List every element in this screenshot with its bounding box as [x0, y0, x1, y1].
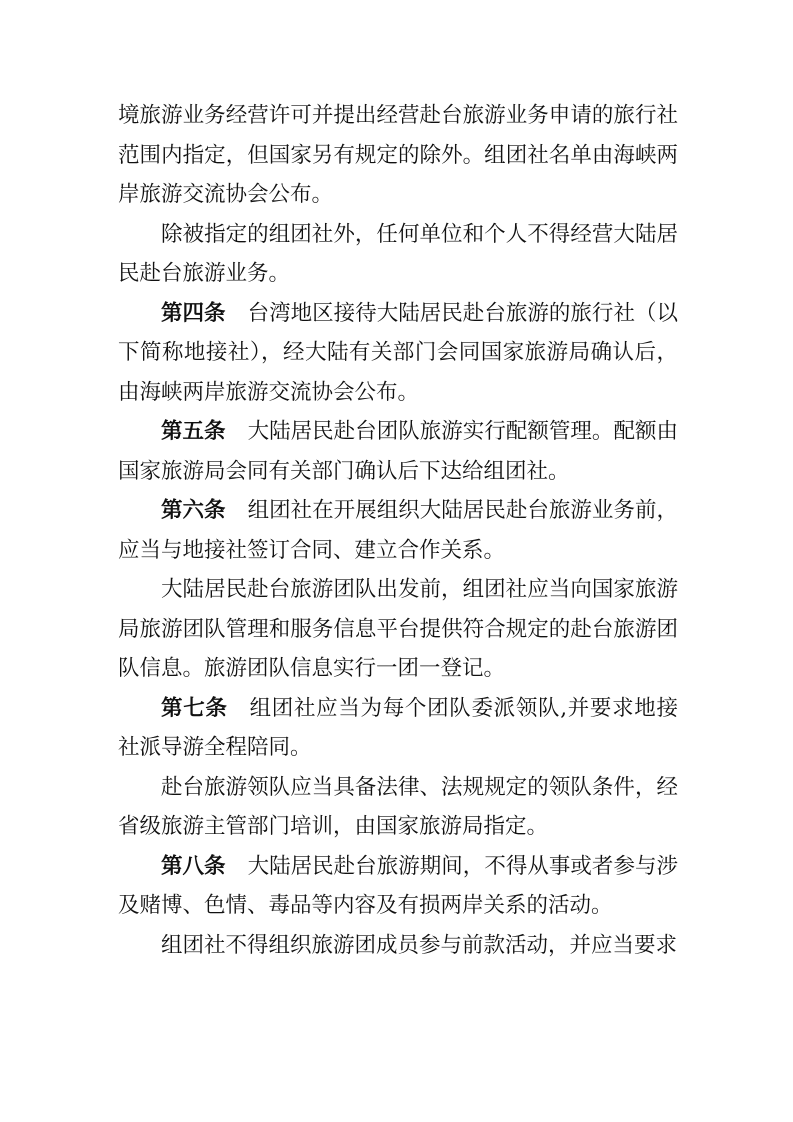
paragraph-text: 大陆居民赴台旅游团队出发前，组团社应当向国家旅游局旅游团队管理和服务信息平台提供符合规定的赴台旅游团队信息。旅游团队信息实行一团一登记。: [118, 577, 678, 681]
article-label: 第七条: [161, 695, 228, 721]
paragraph: [118, 768, 678, 847]
paragraph: [118, 926, 678, 966]
article-4: [118, 294, 678, 413]
paragraph-text: 组团社应当为每个团队委派领队,并要求地接社派导游全程陪同。: [118, 695, 678, 760]
paragraph-text: 大陆居民赴台团队旅游实行配额管理。配额由国家旅游局会同有关部门确认后下达给组团社。: [118, 419, 678, 484]
paragraph-text: 大陆居民赴台旅游期间，不得从事或者参与涉及赌博、色情、毒品等内容及有损两岸关系的活动。: [118, 853, 678, 918]
paragraph-continuation: [118, 96, 678, 215]
paragraph-text: 境旅游业务经营许可并提出经营赴台旅游业务申请的旅行社范围内指定，但国家另有规定的除外。组团社名单由海峡两岸旅游交流协会公布。: [118, 103, 678, 207]
paragraph-text: 赴台旅游领队应当具备法律、法规规定的领队条件，经省级旅游主管部门培训，由国家旅游局指定。: [118, 774, 678, 839]
article-6: [118, 491, 678, 570]
article-label: 第六条: [161, 498, 226, 523]
paragraph-text: 组团社不得组织旅游团成员参与前款活动，并应当要求: [161, 932, 678, 958]
article-label: 第八条: [161, 853, 226, 879]
paragraph-text: 除被指定的组团社外，任何单位和个人不得经营大陆居民赴台旅游业务。: [118, 221, 678, 286]
article-label: 第五条: [161, 419, 226, 444]
paragraph-text: 组团社在开展组织大陆居民赴台旅游业务前，应当与地接社签订合同、建立合作关系。: [118, 498, 678, 563]
paragraph: [118, 570, 678, 689]
document-body: [118, 96, 678, 965]
article-label: 第四条: [161, 300, 226, 326]
article-5: [118, 412, 678, 491]
paragraph: [118, 215, 678, 294]
article-7: [118, 689, 678, 768]
article-8: [118, 847, 678, 926]
paragraph-text: 台湾地区接待大陆居民赴台旅游的旅行社（以下简称地接社），经大陆有关部门会同国家旅游局确认后，由海峡两岸旅游交流协会公布。: [118, 300, 678, 405]
